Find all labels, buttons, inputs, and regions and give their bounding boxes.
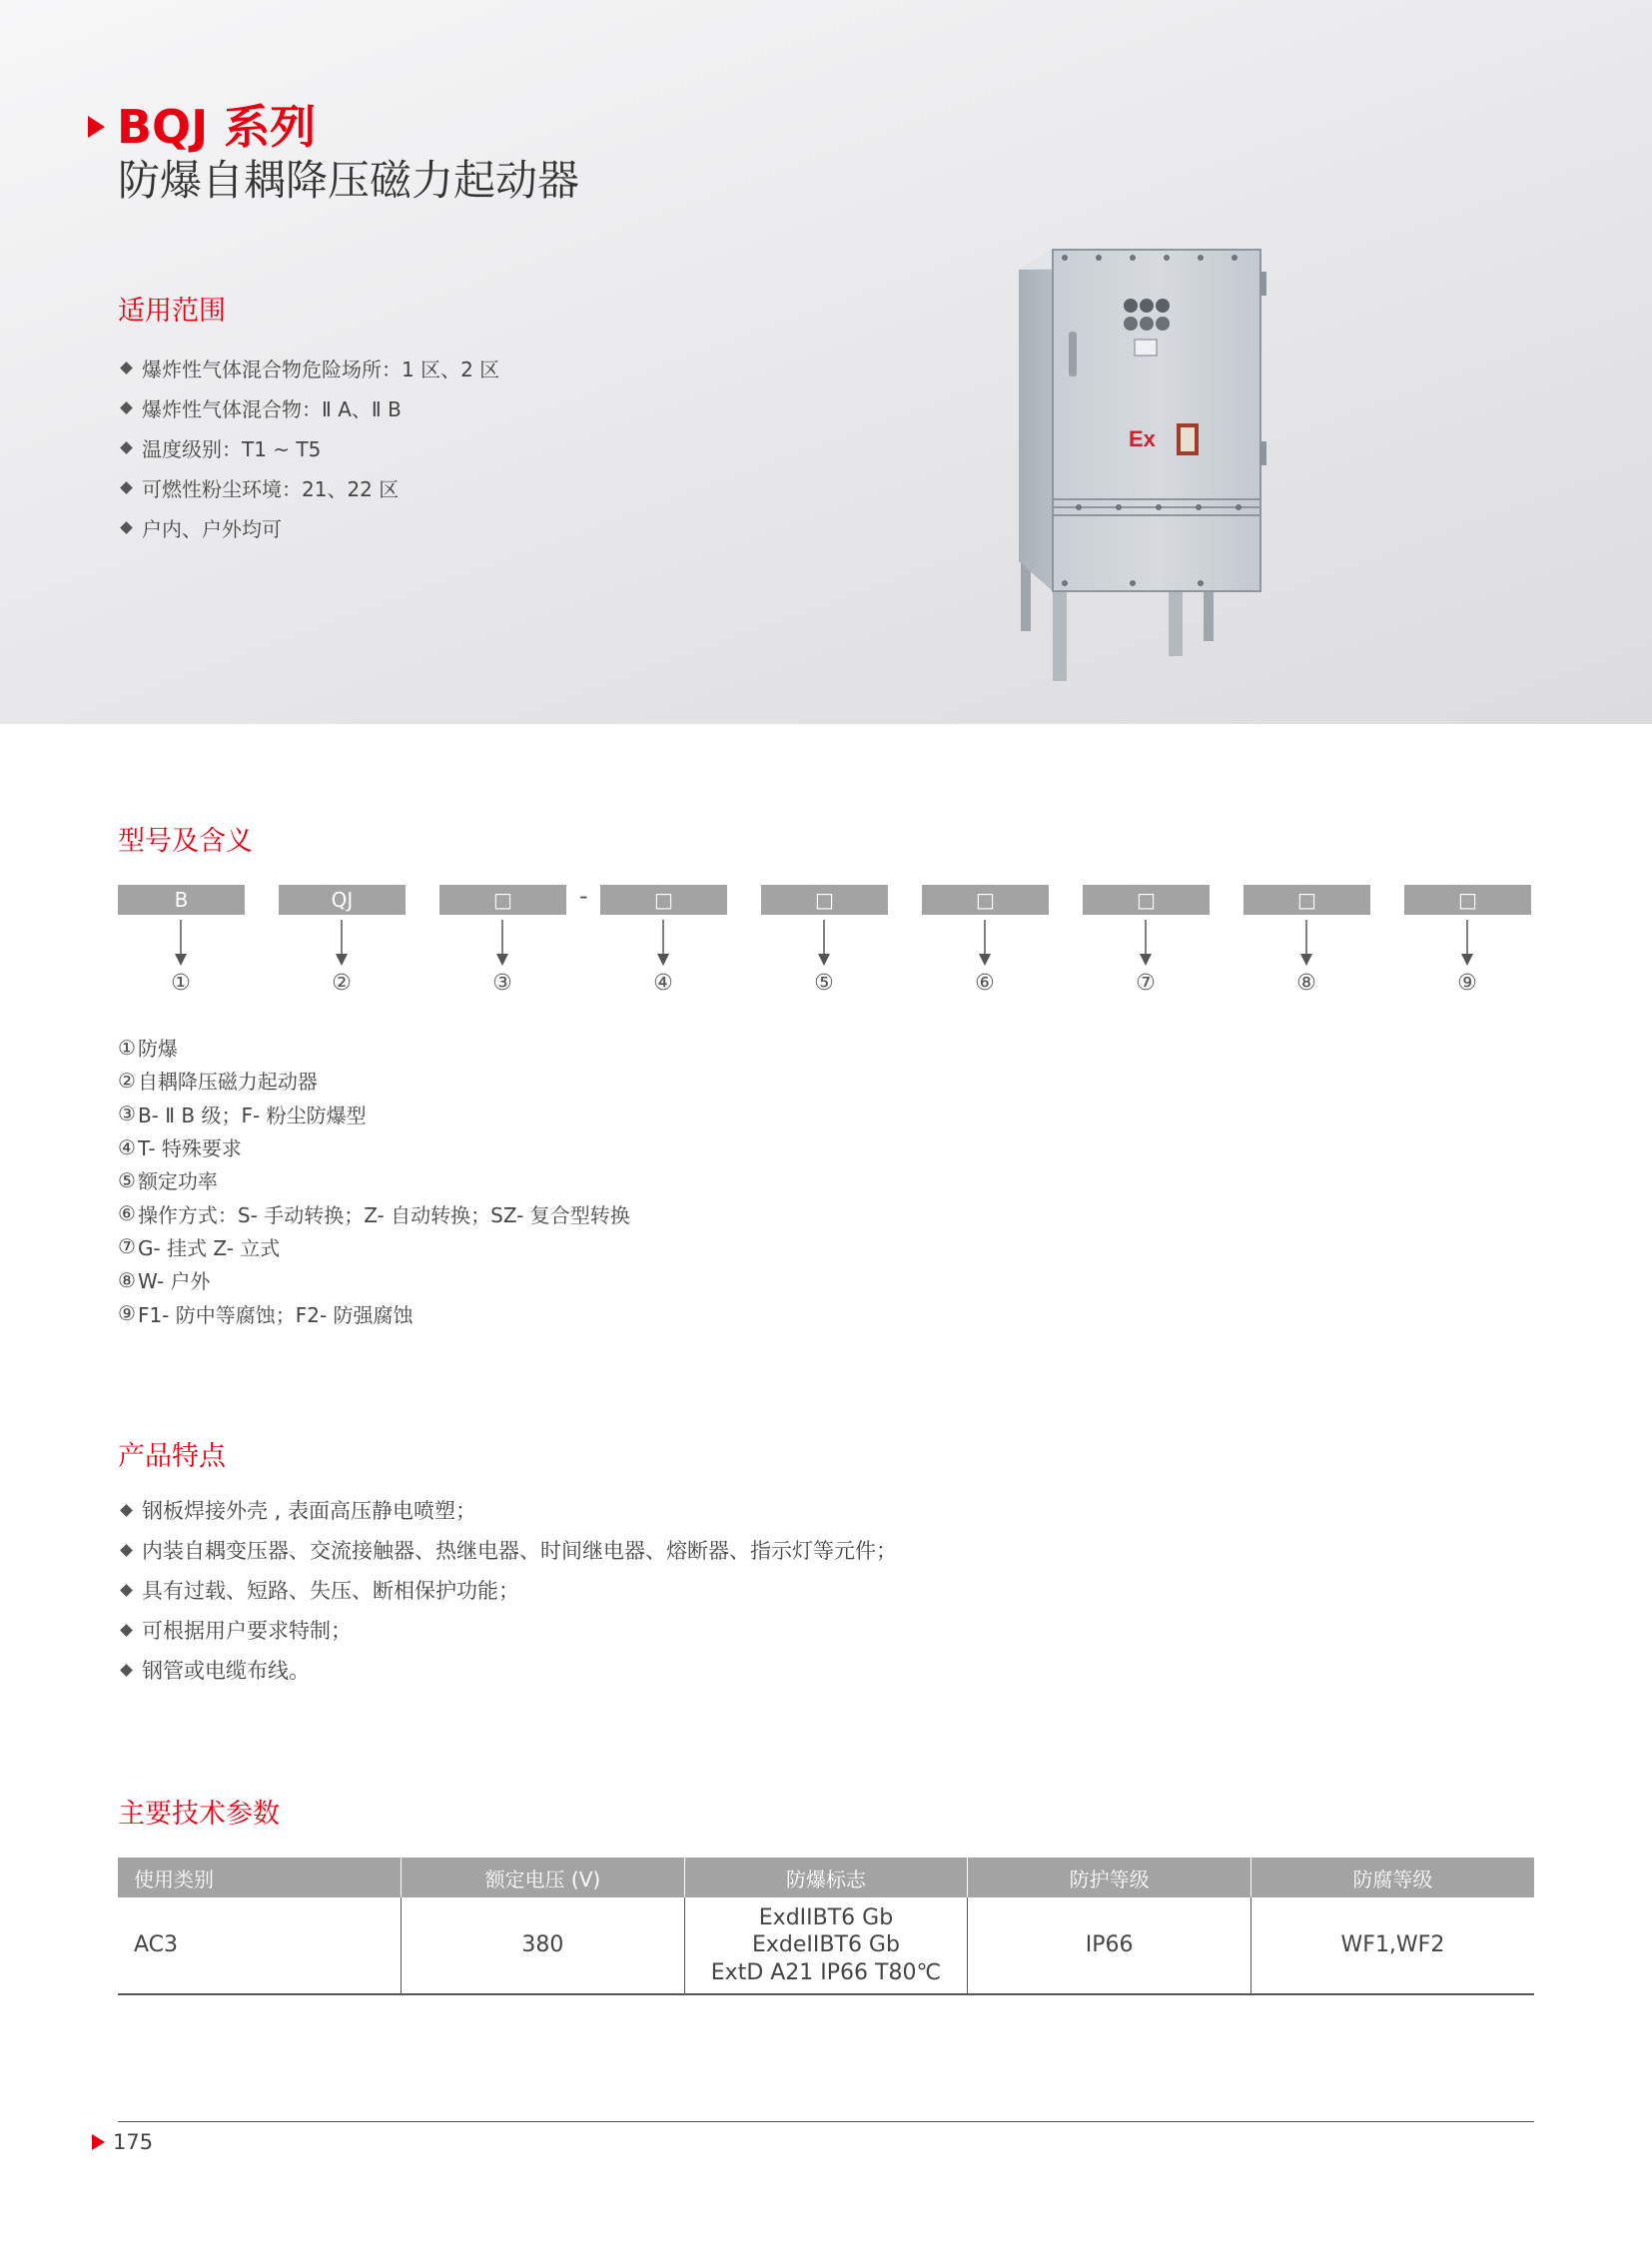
code-box: □ — [600, 885, 727, 915]
scope-list — [118, 348, 499, 547]
code-number: ⑤ — [814, 971, 834, 996]
ex-marking: ExtD A21 IP66 T80℃ — [710, 1959, 942, 1985]
list-item: ⑦ G- 挂式 Z- 立式 — [118, 1234, 281, 1260]
diamond-bullet-icon — [120, 1584, 133, 1597]
code-box: B — [118, 885, 245, 915]
diamond-bullet-icon — [120, 1664, 133, 1677]
arrow-down-icon — [334, 920, 350, 968]
list-item: ④ T- 特殊要求 — [118, 1134, 242, 1161]
diamond-bullet-icon — [120, 401, 133, 414]
list-item: ⑧ W- 户外 — [118, 1267, 211, 1294]
list-item: ⑥ 操作方式：S- 手动转换；Z- 自动转换；SZ- 复合型转换 — [118, 1201, 630, 1227]
arrow-down-icon — [1138, 920, 1154, 968]
starter-cabinet-image — [1009, 232, 1278, 691]
protection-cell: IP66 — [968, 1897, 1251, 1994]
arrow-down-icon — [655, 920, 671, 968]
code-number: ⑨ — [1457, 971, 1477, 996]
code-number: ⑦ — [1136, 971, 1156, 996]
diamond-bullet-icon — [120, 362, 133, 374]
model-title: 型号及含义 — [118, 826, 253, 857]
code-box: QJ — [279, 885, 406, 915]
ex-marking: ExdeIIBT6 Gb — [752, 1932, 900, 1958]
code-number: ① — [171, 971, 191, 996]
code-number: ③ — [492, 971, 512, 996]
ex-label: Ex — [1129, 426, 1156, 451]
list-item: ② 自耦降压磁力起动器 — [118, 1068, 318, 1095]
arrow-down-icon — [816, 920, 832, 968]
table-row — [118, 1897, 1534, 1994]
features-list — [118, 1490, 897, 1690]
arrow-down-icon — [977, 920, 993, 968]
code-dash: - — [579, 882, 588, 910]
specs-table — [118, 1858, 1534, 1995]
arrow-down-icon — [1298, 920, 1314, 968]
arrow-down-icon — [494, 920, 510, 968]
code-box: □ — [1083, 885, 1210, 915]
diamond-bullet-icon — [120, 1624, 133, 1637]
list-item: ③ B- Ⅱ B 级；F- 粉尘防爆型 — [118, 1102, 367, 1127]
arrow-down-icon — [173, 920, 189, 968]
diamond-bullet-icon — [120, 1544, 133, 1557]
code-number: ⑧ — [1296, 971, 1316, 996]
diamond-bullet-icon — [120, 441, 133, 454]
table-header: 防爆标志 — [684, 1858, 968, 1897]
arrow-down-icon — [1459, 920, 1475, 968]
list-item: 爆炸性气体混合物危险场所：1 区、2 区 — [118, 348, 499, 387]
list-item: 爆炸性气体混合物：Ⅱ A、Ⅱ B — [118, 387, 499, 427]
product-title: 防爆自耦降压磁力起动器 — [118, 156, 580, 205]
diamond-bullet-icon — [120, 521, 133, 534]
code-number: ⑥ — [975, 971, 995, 996]
code-box: □ — [761, 885, 888, 915]
list-item: 内装自耦变压器、交流接触器、热继电器、时间继电器、熔断器、指示灯等元件； — [118, 1530, 897, 1570]
table-header: 使用类别 — [118, 1858, 402, 1897]
code-box: □ — [922, 885, 1049, 915]
scope-title: 适用范围 — [118, 296, 226, 327]
list-item: 钢板焊接外壳 , 表面高压静电喷塑； — [118, 1490, 897, 1530]
list-item: 具有过载、短路、失压、断相保护功能； — [118, 1570, 897, 1610]
diamond-bullet-icon — [120, 481, 133, 494]
table-header: 额定电压 (V) — [402, 1858, 685, 1897]
diamond-bullet-icon — [120, 1504, 133, 1517]
corrosion-cell: WF1,WF2 — [1250, 1897, 1534, 1994]
code-number: ④ — [653, 971, 673, 996]
model-meanings-list — [118, 1031, 630, 1330]
ex-marking-cell — [684, 1897, 968, 1994]
code-box: □ — [1404, 885, 1531, 915]
list-item: 户内、户外均可 — [118, 507, 499, 547]
red-arrow-icon — [92, 2134, 105, 2150]
list-item: ⑤ 额定功率 — [118, 1167, 218, 1194]
list-item: 可根据用户要求特制； — [118, 1610, 897, 1650]
list-item: 温度级别：T1 ~ T5 — [118, 427, 499, 467]
list-item: ① 防爆 — [118, 1035, 178, 1062]
series-heading — [88, 100, 317, 154]
table-header-row — [118, 1858, 1534, 1897]
code-box: □ — [1243, 885, 1370, 915]
code-number: ② — [332, 971, 352, 996]
list-item: ⑨ F1- 防中等腐蚀；F2- 防强腐蚀 — [118, 1301, 413, 1327]
voltage-cell: 380 — [402, 1897, 685, 1994]
ex-marking: ExdIIBT6 Gb — [758, 1904, 894, 1930]
code-box: □ — [439, 885, 566, 915]
series-title: BQJ 系列 — [117, 100, 317, 154]
footer-divider — [118, 2121, 1534, 2122]
page-number: 175 — [92, 2130, 153, 2154]
category-cell: AC3 — [118, 1897, 402, 1994]
list-item: 可燃性粉尘环境：21、22 区 — [118, 467, 499, 507]
specs-title: 主要技术参数 — [118, 1799, 280, 1830]
table-header: 防腐等级 — [1250, 1858, 1534, 1897]
table-header: 防护等级 — [968, 1858, 1251, 1897]
features-title: 产品特点 — [118, 1441, 226, 1472]
list-item: 钢管或电缆布线。 — [118, 1650, 897, 1690]
red-arrow-icon — [88, 116, 105, 138]
